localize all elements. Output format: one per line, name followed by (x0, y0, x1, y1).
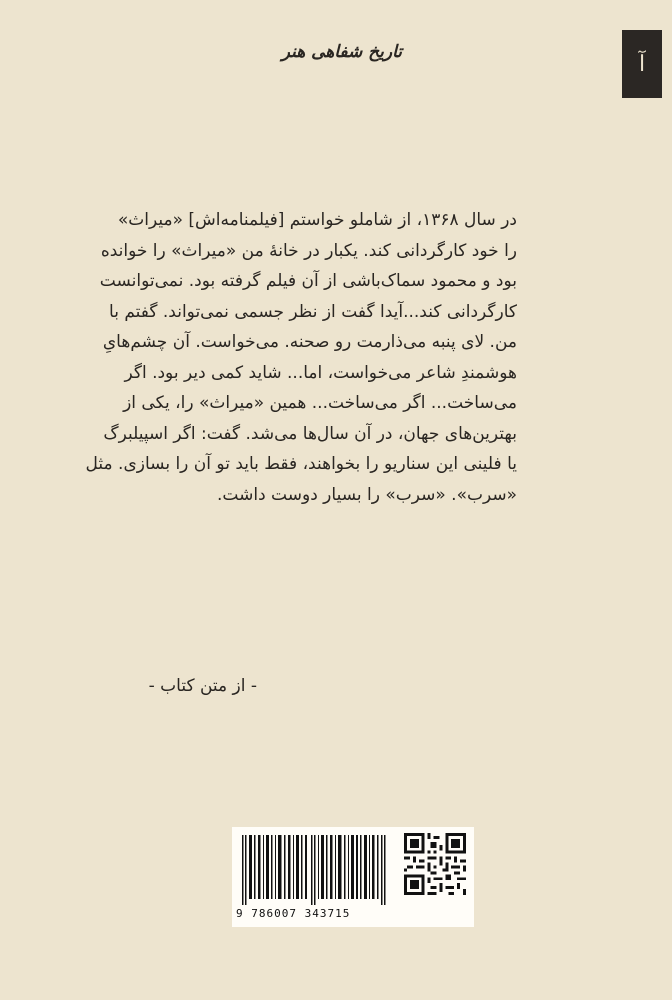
excerpt-line: بهترین‌های جهان، در آن سال‌ها می‌شد. گفت: اگر اسپیلبرگ (103, 423, 517, 444)
excerpt-line: در سال ۱۳۶۸، از شاملو خواستم [فیلمنامه‌اش] «میراث» (117, 210, 517, 230)
excerpt-line: بود و محمود سماک‌باشی از آن فیلم گرفته بود. نمی‌توانست (99, 271, 517, 291)
isbn-barcode (240, 835, 390, 905)
qr-code (404, 833, 466, 895)
excerpt-credit: - از متن کتاب - (148, 676, 257, 696)
excerpt-line: یا فلینی این سناریو را بخواهند، فقط باید تو آن را بسازی. مثل (85, 454, 517, 474)
barcode-area (232, 827, 474, 927)
back-cover-excerpt (85, 205, 517, 510)
excerpt-line: من. لای پنبه می‌ذارمت رو صحنه. می‌خواست. آن چشم‌هایِ (102, 332, 517, 352)
excerpt-line: «سرب». «سرب» را بسیار دوست داشت. (217, 484, 517, 505)
isbn-number: 9 786007 343715 (236, 907, 351, 920)
series-title: تاریخ شفاهی هنر (281, 42, 402, 62)
excerpt-line: می‌ساخت... اگر می‌ساخت... همین «میراث» را، یکی از (123, 393, 517, 413)
excerpt-line: را خود کارگردانی کند. یکبار در خانهٔ من «میراث» را خوانده (100, 240, 517, 261)
excerpt-line: کارگردانی کند...آیدا گفت از نظر جسمی نمی‌تواند. گفتم با (109, 301, 517, 322)
publisher-logo-glyph: آ (638, 51, 646, 77)
excerpt-line: هوشمندِ شاعر می‌خواست، اما... شاید کمی دیر بود. اگر (124, 362, 517, 383)
publisher-logo (622, 30, 662, 98)
